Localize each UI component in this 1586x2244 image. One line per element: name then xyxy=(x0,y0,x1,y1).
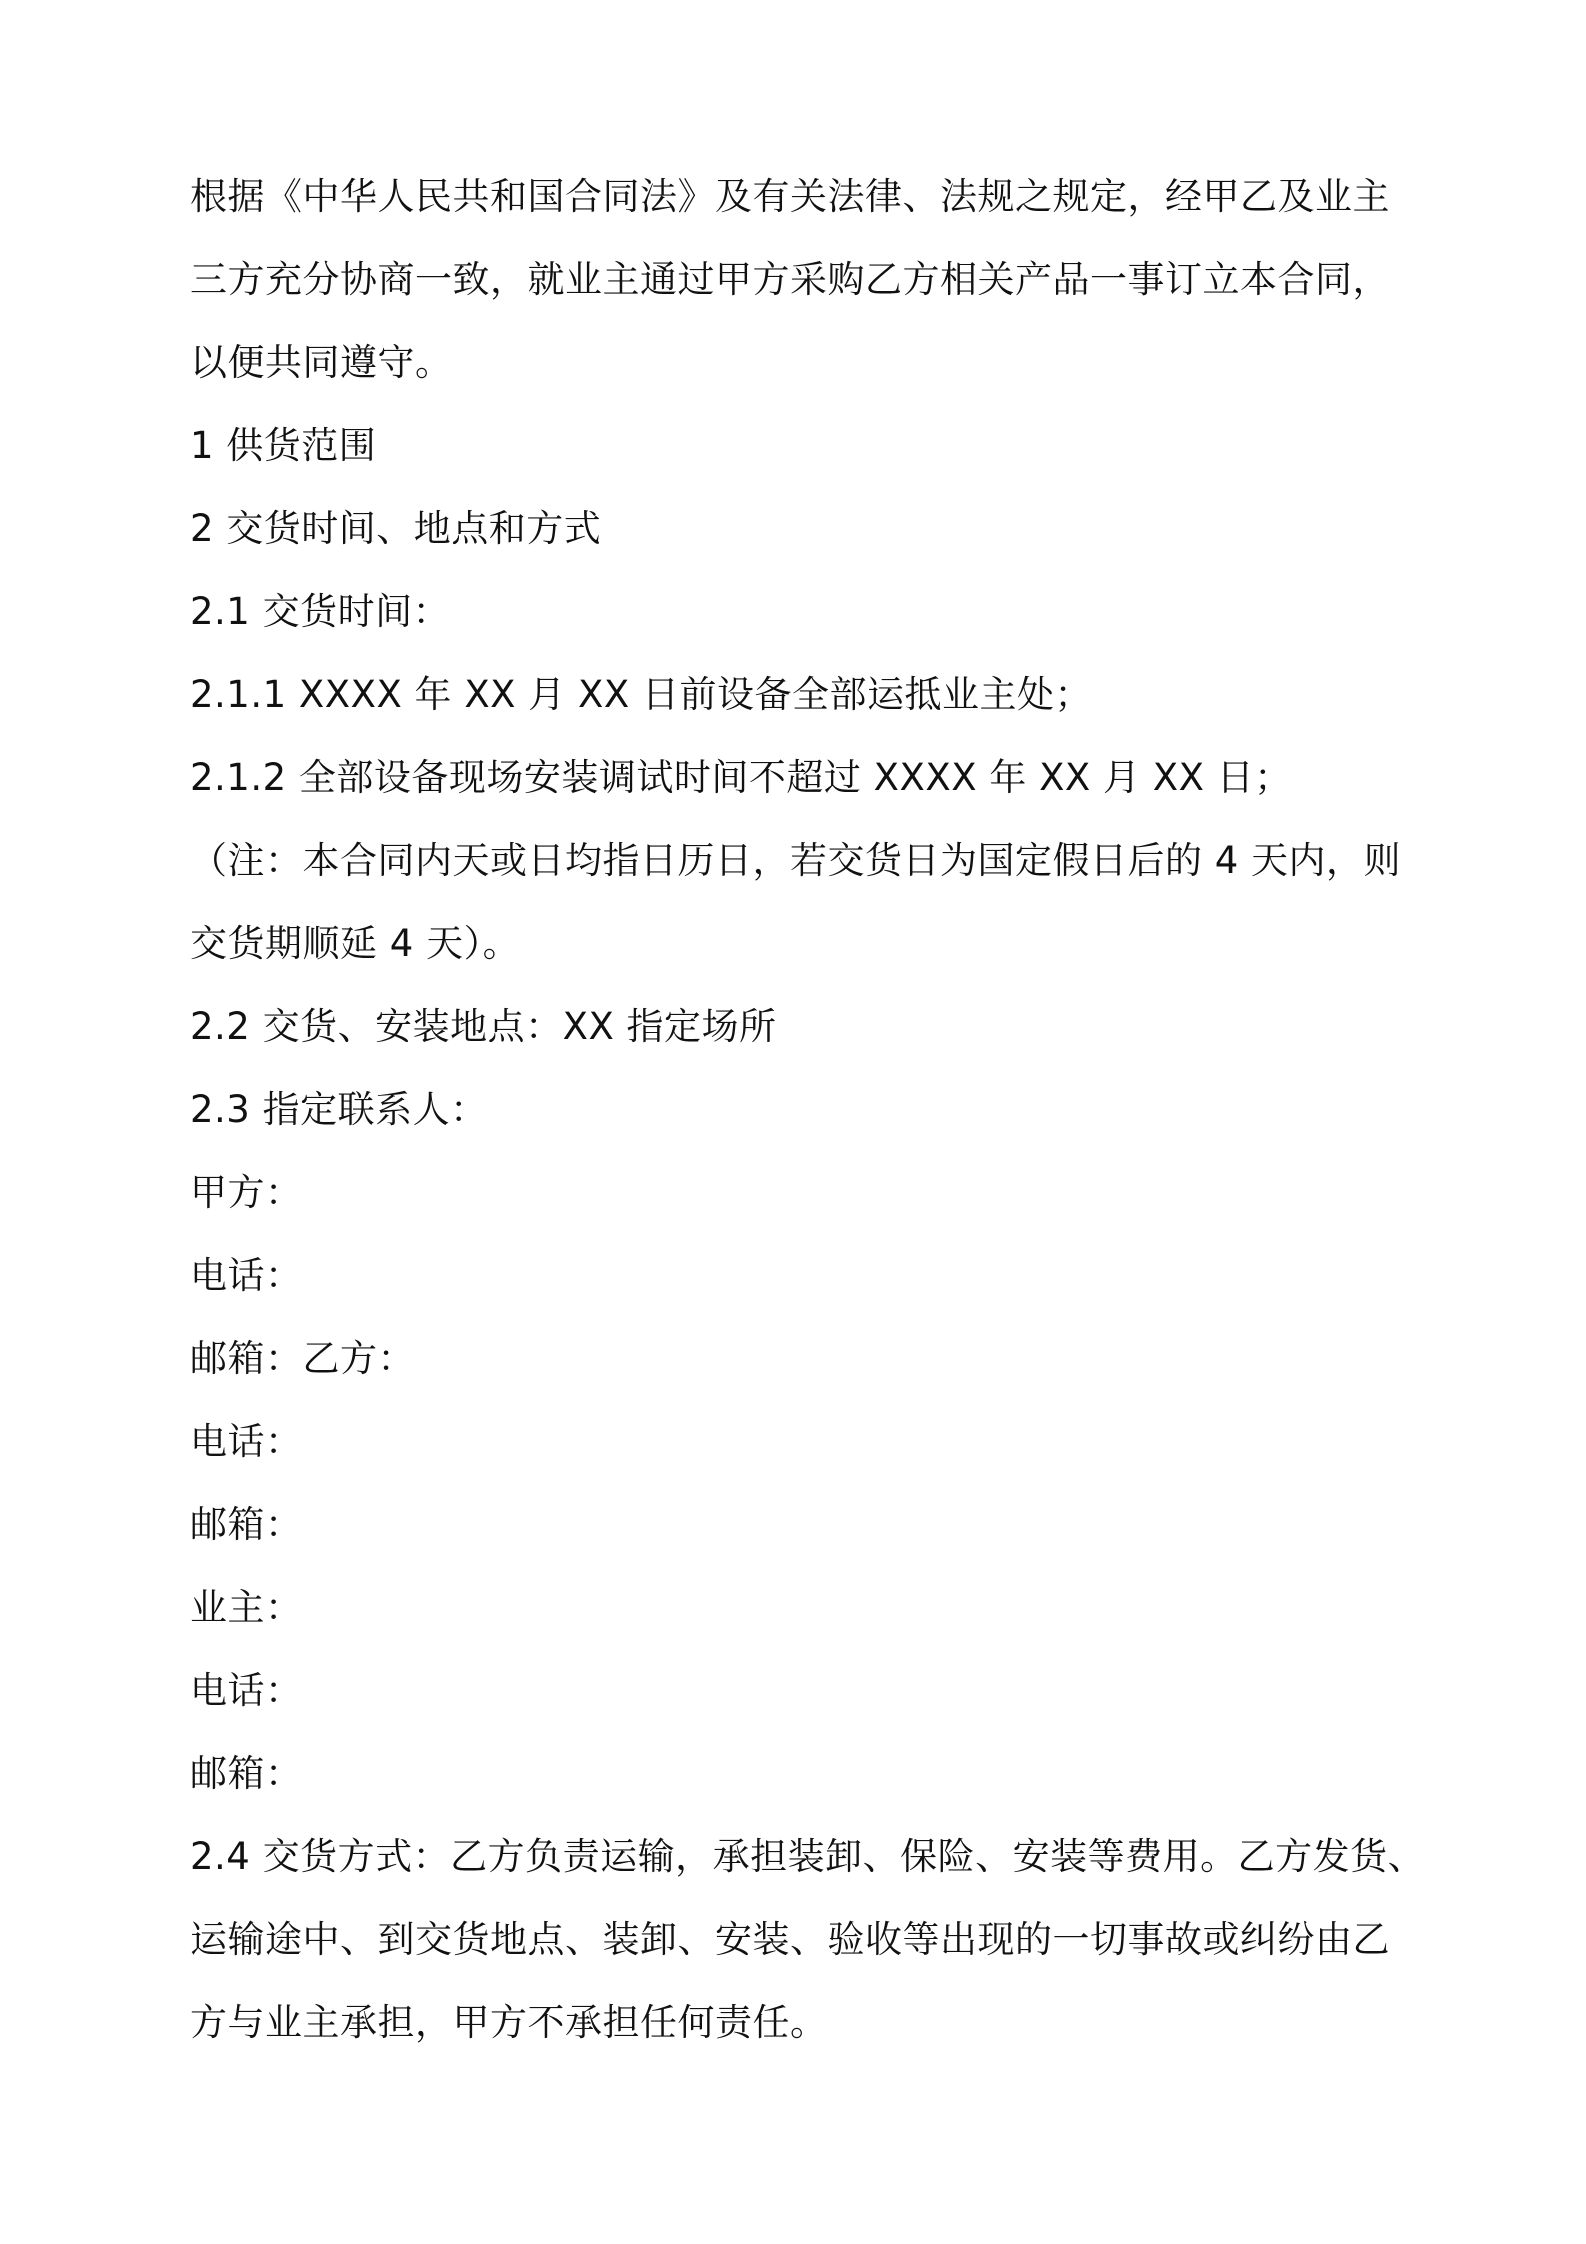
section-2-heading xyxy=(190,487,1405,570)
section-1-heading xyxy=(190,404,1405,487)
note-line: 交货期顺延 4 天）。 xyxy=(190,922,521,965)
party-b-phone-label xyxy=(190,1400,1405,1483)
party-b-email-text: 邮箱： xyxy=(190,1503,303,1546)
note-line: （注：本合同内天或日均指日历日，若交货日为国定假日后的 4 天内，则 xyxy=(190,839,1402,882)
clause-2-4 xyxy=(190,1815,1426,2064)
party-a-email-party-b-label xyxy=(190,1317,1405,1400)
owner-email-text: 邮箱： xyxy=(190,1752,303,1795)
party-b-phone-text: 电话： xyxy=(190,1420,303,1463)
clause-2-4-line: 方与业主承担，甲方不承担任何责任。 xyxy=(190,2001,828,2044)
owner-text: 业主： xyxy=(190,1586,303,1629)
owner-label xyxy=(190,1566,1405,1649)
party-a-label xyxy=(190,1151,1405,1234)
owner-email-label xyxy=(190,1732,1405,1815)
party-b-email-label xyxy=(190,1483,1405,1566)
clause-2-3-text: 2.3 指定联系人： xyxy=(190,1088,488,1131)
section-2-1-text: 2.1 交货时间： xyxy=(190,590,451,633)
section-1-text: 1 供货范围 xyxy=(190,424,377,467)
intro-paragraph xyxy=(190,155,1405,404)
note-paragraph xyxy=(190,819,1405,985)
clause-2-2-text: 2.2 交货、安装地点：XX 指定场所 xyxy=(190,1005,777,1048)
clause-2-1-1-text: 2.1.1 XXXX 年 XX 月 XX 日前设备全部运抵业主处； xyxy=(190,673,1092,716)
party-a-phone-label xyxy=(190,1234,1405,1317)
clause-2-4-line: 运输途中、到交货地点、装卸、安装、验收等出现的一切事故或纠纷由乙 xyxy=(190,1918,1390,1961)
clause-2-2 xyxy=(190,985,1405,1068)
clause-2-1-2-text: 2.1.2 全部设备现场安装调试时间不超过 XXXX 年 XX 月 XX 日； xyxy=(190,756,1292,799)
intro-line: 根据《中华人民共和国合同法》及有关法律、法规之规定，经甲乙及业主 xyxy=(190,175,1390,218)
section-2-text: 2 交货时间、地点和方式 xyxy=(190,507,602,550)
section-2-1-heading xyxy=(190,570,1405,653)
clause-2-3 xyxy=(190,1068,1405,1151)
party-a-email-party-b-text: 邮箱：乙方： xyxy=(190,1337,415,1380)
clause-2-1-1 xyxy=(190,653,1405,736)
intro-line: 三方充分协商一致，就业主通过甲方采购乙方相关产品一事订立本合同， xyxy=(190,258,1390,301)
clause-2-1-2 xyxy=(190,736,1405,819)
document-body xyxy=(190,155,1426,2064)
owner-phone-text: 电话： xyxy=(190,1669,303,1712)
owner-phone-label xyxy=(190,1649,1405,1732)
clause-2-4-line: 2.4 交货方式：乙方负责运输，承担装卸、保险、安装等费用。乙方发货、 xyxy=(190,1835,1426,1878)
party-a-phone-text: 电话： xyxy=(190,1254,303,1297)
intro-line: 以便共同遵守。 xyxy=(190,341,453,384)
party-a-text: 甲方： xyxy=(190,1171,303,1214)
